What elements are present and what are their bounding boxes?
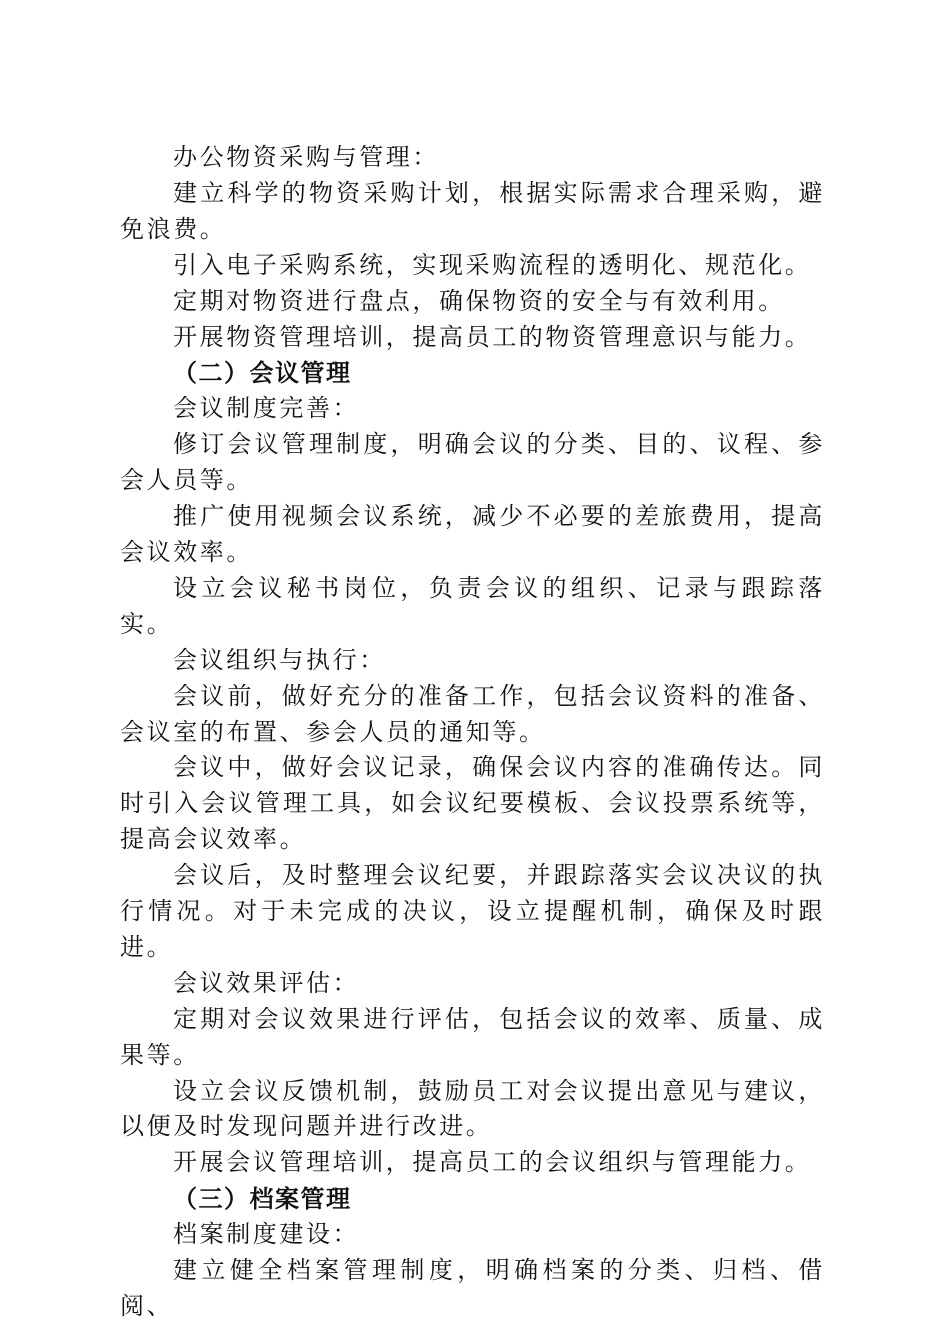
section-heading-archive: （三）档案管理 [173,1184,352,1214]
paragraph: 引入电子采购系统，实现采购流程的透明化、规范化。 [173,250,812,279]
document-body [120,140,825,1325]
subtitle-meeting-execution: 会议组织与执行： [173,645,386,674]
paragraph: 推广使用视频会议系统，减少不必要的差旅费用，提高会议效率。 [120,502,825,566]
subtitle-meeting-evaluation: 会议效果评估： [173,968,360,997]
paragraph: 开展会议管理培训，提高员工的会议组织与管理能力。 [173,1148,812,1177]
paragraph: 会议前，做好充分的准备工作，包括会议资料的准备、会议室的布置、参会人员的通知等。 [120,681,825,746]
subtitle-meeting-system: 会议制度完善： [173,394,360,423]
paragraph: 设立会议秘书岗位，负责会议的组织、记录与跟踪落实。 [120,573,825,638]
paragraph: 定期对会议效果进行评估，包括会议的效率、质量、成果等。 [120,1004,825,1069]
paragraph: 设立会议反馈机制，鼓励员工对会议提出意见与建议，以便及时发现问题并进行改进。 [120,1076,825,1141]
paragraph: 修订会议管理制度，明确会议的分类、目的、议程、参会人员等。 [120,430,825,495]
paragraph: 开展物资管理培训，提高员工的物资管理意识与能力。 [173,322,812,351]
subtitle-office-supplies: 办公物资采购与管理： [173,143,439,171]
paragraph: 定期对物资进行盘点，确保物资的安全与有效利用。 [173,286,785,315]
paragraph: 建立健全档案管理制度，明确档案的分类、归档、借阅、 [120,1256,825,1320]
section-heading-meeting: （二）会议管理 [173,358,352,388]
paragraph: 会议中，做好会议记录，确保会议内容的准确传达。同时引入会议管理工具，如会议纪要模板、会议投票系统等，提高会议效率。 [120,753,825,854]
paragraph: 建立科学的物资采购计划，根据实际需求合理采购，避免浪费。 [120,178,825,243]
paragraph: 会议后，及时整理会议纪要，并跟踪落实会议决议的执行情况。对于未完成的决议，设立提醒机制，确保及时跟进。 [120,861,825,961]
subtitle-archive-system: 档案制度建设： [173,1220,360,1249]
